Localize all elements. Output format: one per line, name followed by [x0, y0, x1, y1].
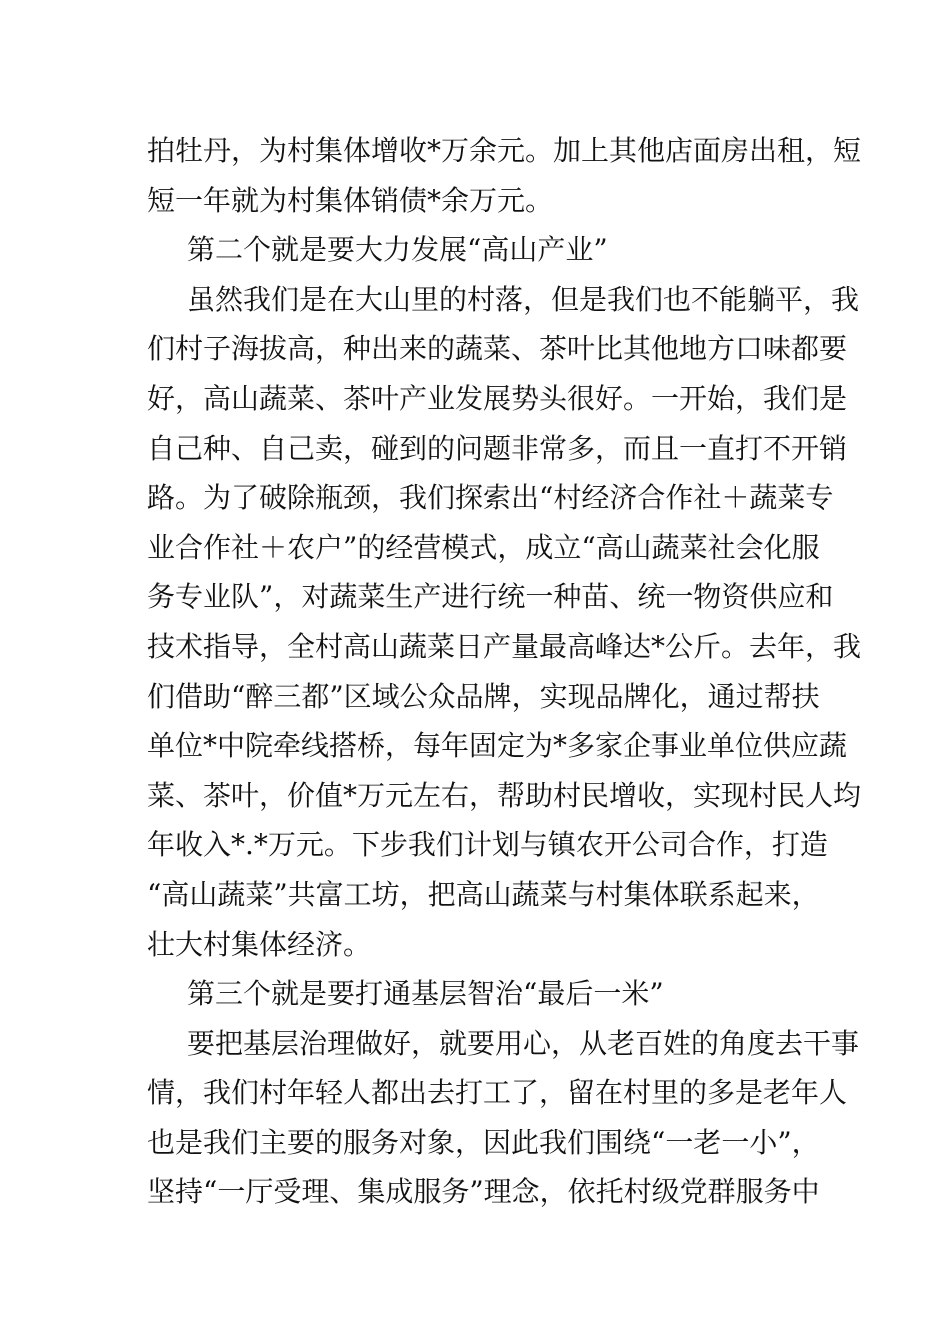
text-line: 壮大村集体经济。: [147, 927, 372, 961]
text-line: 们村子海拔高，种出来的蔬菜、茶叶比其他地方口味都要: [147, 332, 848, 366]
document-body: [147, 126, 862, 1217]
text-line: 要把基层治理做好，就要用心，从老百姓的角度去干事: [187, 1026, 860, 1060]
text-line: 单位*中院牵线搭桥，每年固定为*多家企事业单位供应蔬: [147, 729, 848, 763]
text-line: 们借助“醉三都”区域公众品牌，实现品牌化，通过帮扶: [147, 679, 820, 713]
section-heading: 第二个就是要大力发展“高山产业”: [187, 233, 608, 267]
text-line: 务专业队”，对蔬菜生产进行统一种苗、统一物资供应和: [147, 580, 834, 614]
text-line: 拍牡丹，为村集体增收*万余元。加上其他店面房出租，短: [147, 134, 862, 167]
text-line: 业合作社＋农户”的经营模式，成立“高山蔬菜社会化服: [147, 530, 820, 564]
text-line: 技术指导，全村高山蔬菜日产量最高峰达*公斤。去年，我: [147, 629, 862, 663]
text-line: 情，我们村年轻人都出去打工了，留在村里的多是老年人: [147, 1076, 848, 1110]
text-line: 短一年就为村集体销债*余万元。: [147, 183, 554, 217]
section-heading: 第三个就是要打通基层智治“最后一米”: [187, 977, 664, 1011]
text-line: 好，高山蔬菜、茶叶产业发展势头很好。一开始，我们是: [147, 381, 848, 415]
text-line: 菜、茶叶，价值*万元左右，帮助村民增收，实现村民人均: [147, 778, 862, 812]
text-line: 年收入*.*万元。下步我们计划与镇农开公司合作，打造: [147, 828, 828, 862]
text-line: 路。为了破除瓶颈，我们探索出“村经济合作社＋蔬菜专: [147, 481, 834, 515]
text-line: 自己种、自己卖，碰到的问题非常多，而且一直打不开销: [147, 431, 848, 465]
text-line: 虽然我们是在大山里的村落，但是我们也不能躺平，我: [187, 282, 860, 316]
text-line: 也是我们主要的服务对象，因此我们围绕“一老一小”，: [147, 1125, 820, 1159]
text-line: “高山蔬菜”共富工坊，把高山蔬菜与村集体联系起来，: [147, 877, 820, 911]
text-line: 坚持“一厅受理、集成服务”理念，依托村级党群服务中: [147, 1175, 820, 1209]
